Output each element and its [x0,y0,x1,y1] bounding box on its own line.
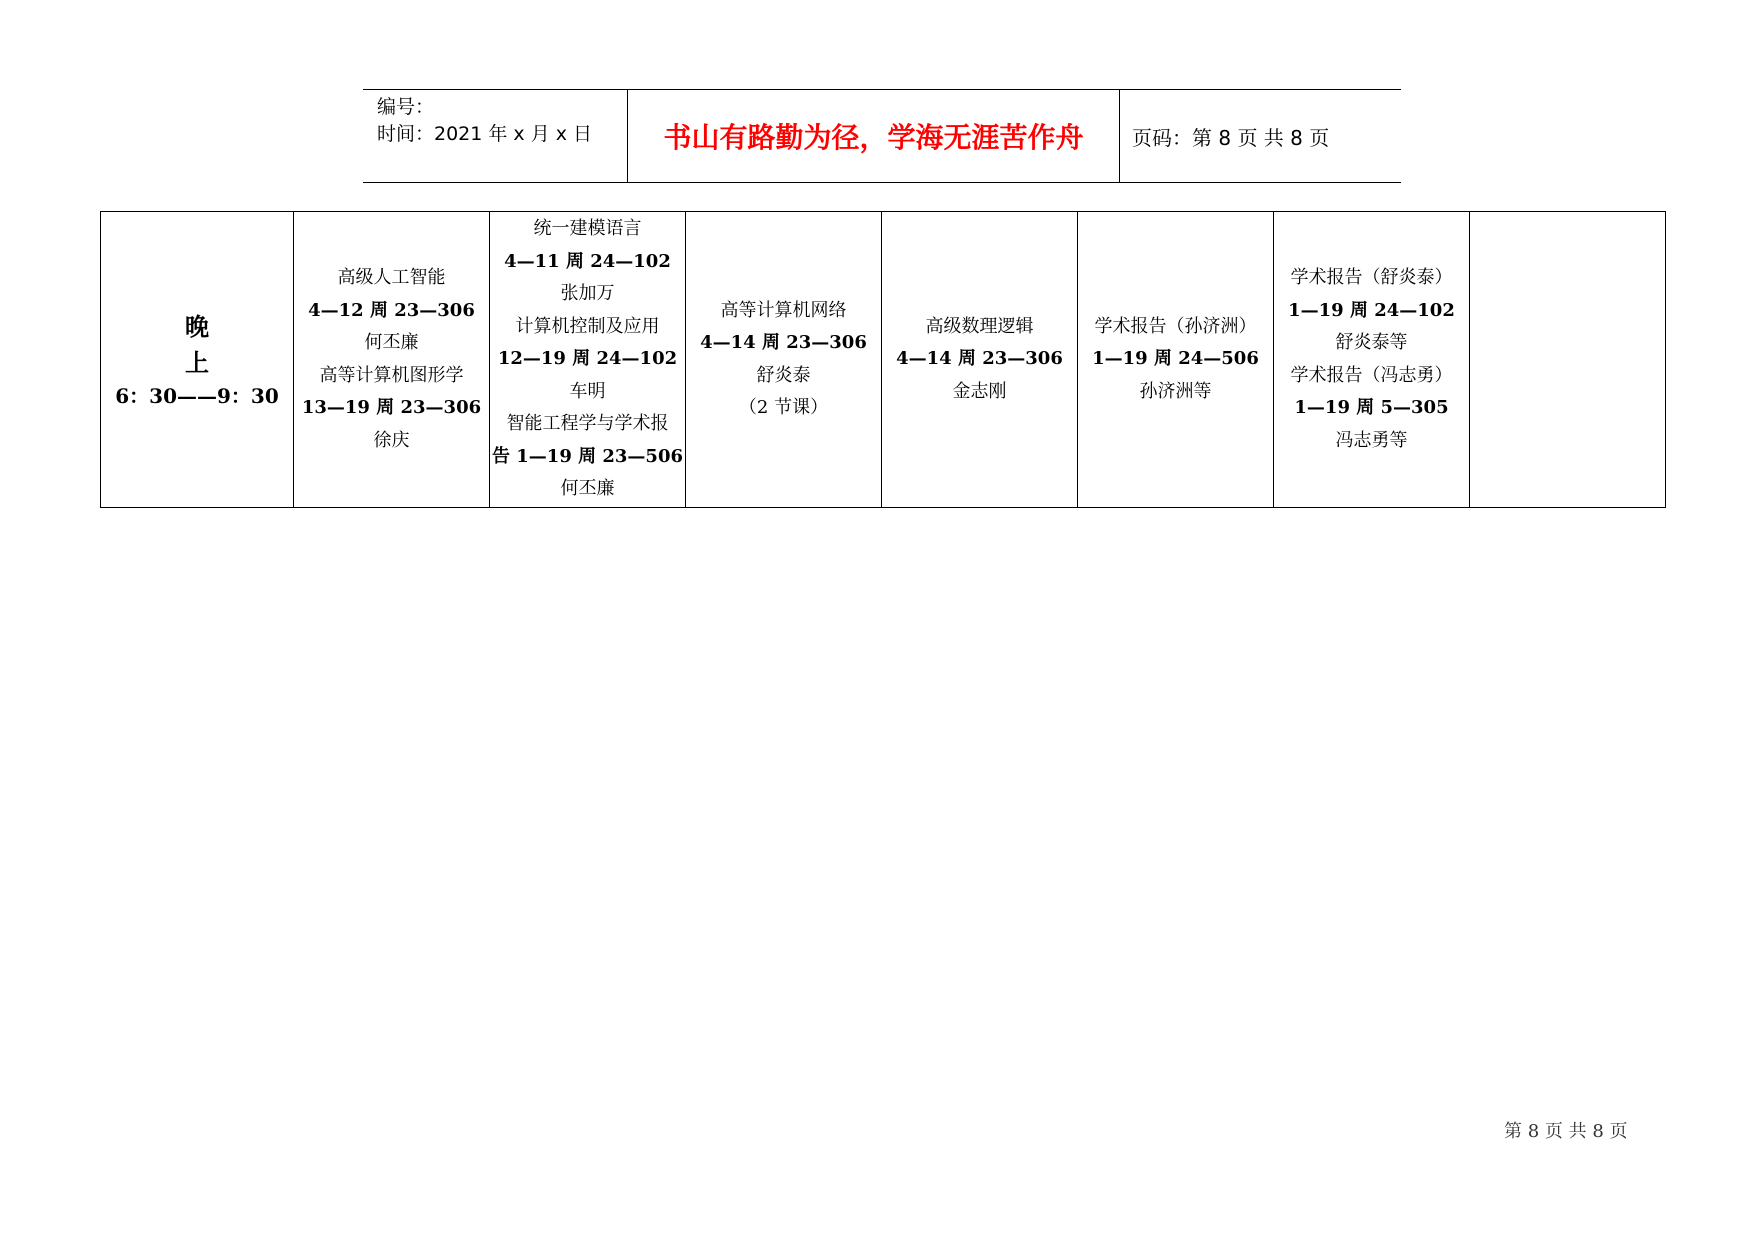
cell-line: 舒炎泰 [756,364,811,386]
cell-line: 舒炎泰等 [1335,332,1408,353]
cell-line: 孙济洲等 [1139,380,1212,402]
cell-line: 何丕廉 [560,478,615,500]
cell-line: 高级人工智能 [337,267,446,288]
cell-line: 徐庆 [373,429,410,451]
course-cell-5 [1078,212,1274,508]
cell-line: （2 节课） [738,397,829,418]
course-cell-6 [1274,212,1470,508]
cell-line: 学术报告（冯志勇） [1290,364,1453,386]
cell-line: 1—19 周 24—506 [1092,348,1259,370]
cell-line: 智能工程学与学术报 [506,413,669,435]
cell-line: 高等计算机图形学 [319,364,464,386]
course-cell-2 [490,212,686,508]
header-info [363,90,628,182]
cell-line: 4—12 周 23—306 [308,299,475,321]
cell-line: 学术报告（孙济洲） [1094,315,1257,337]
header-page-label: 页码：第 8 页 共 8 页 [1132,125,1330,150]
time-slot-cell [101,212,294,508]
number-label: 编号： [377,96,435,118]
time-label: 时间：2021 年 x 月 x 日 [377,123,593,145]
cell-line: 计算机控制及应用 [515,315,660,337]
cell-line: 12—19 周 24—102 [497,348,678,370]
course-cell-3 [686,212,882,508]
cell-line: 车明 [569,380,606,402]
cell-line: 金志刚 [952,380,1007,402]
cell-line: 张加万 [560,283,615,305]
cell-line: 4—11 周 24—102 [504,250,671,272]
course-cell-4 [882,212,1078,508]
cell-line: 4—14 周 23—306 [700,332,867,353]
course-cell-7 [1470,212,1666,508]
cell-line: 1—19 周 24—102 [1288,299,1455,321]
page-header [363,89,1401,183]
page-footer: 第 8 页 共 8 页 [1504,1121,1628,1142]
header-motto: 书山有路勤为径，学海无涯苦作舟 [628,90,1120,182]
course-cell-1 [294,212,490,508]
cell-line: 1—19 周 5—305 [1294,397,1449,418]
table-row [101,212,1666,508]
cell-line: 高级数理逻辑 [925,315,1034,337]
cell-line: 统一建模语言 [533,218,642,240]
cell-line: 高等计算机网络 [720,299,847,321]
cell-line: 告 1—19 周 23—506 [492,445,683,467]
cell-line: 冯志勇等 [1335,429,1408,451]
cell-line: 13—19 周 23—306 [301,397,482,418]
time-slot-label: 晚 上 [185,311,249,377]
cell-line: 何丕廉 [364,332,419,353]
schedule-table [100,211,1666,508]
time-range: 6：30——9：30 [115,383,279,408]
cell-line: 4—14 周 23—306 [896,348,1063,370]
cell-line: 学术报告（舒炎泰） [1290,267,1453,288]
